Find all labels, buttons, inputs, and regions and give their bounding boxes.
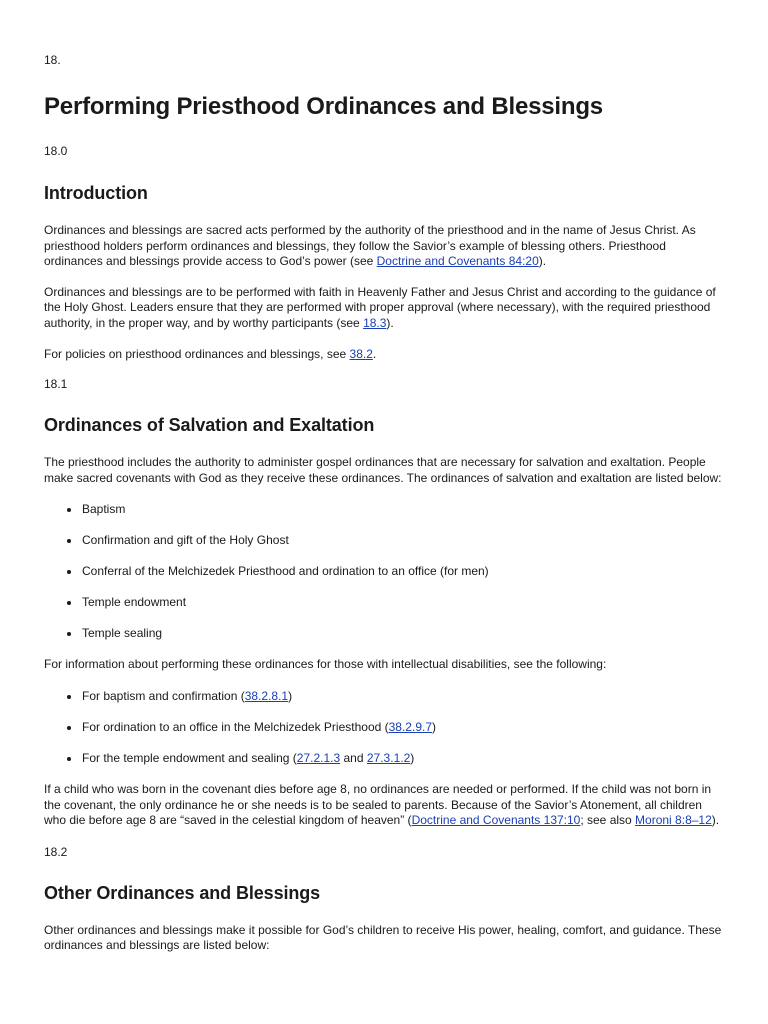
heading-ordinances-salvation: Ordinances of Salvation and Exaltation xyxy=(44,415,375,436)
link-27-3-1-2[interactable]: 27.3.1.2 xyxy=(366,750,411,765)
link-38-2-8-1[interactable]: 38.2.8.1 xyxy=(244,688,289,703)
salvation-paragraph-2: For information about performing these ordinances for those with intellectual disabilities, see the following: xyxy=(44,657,607,672)
salvation-paragraph-1: The priesthood includes the authority to administer gospel ordinances that are necessary for salvation and exaltation. People make sacred covenants with God as they receive these ordinances. The ordinances of salvation and exaltation are listed below: xyxy=(44,455,722,485)
heading-other-ordinances: Other Ordinances and Blessings xyxy=(44,882,321,903)
section-number-18-1: 18.1 xyxy=(44,377,68,392)
list-item: Temple endowment xyxy=(82,595,724,610)
intro-paragraph-1: Ordinances and blessings are sacred acts performed by the authority of the priesthood and in the name of Jesus Christ. As priesthood holders perform ordinances and blessings, they follow the Savior’s example of blessing others. Priesthood ordinances and blessings provide access to God’s power (see Doctrine and Covenants 84:20). xyxy=(44,223,696,269)
page-title: Performing Priesthood Ordinances and Blessings xyxy=(44,93,603,120)
link-27-2-1-3[interactable]: 27.2.1.3 xyxy=(296,750,341,765)
disabilities-list xyxy=(44,689,724,766)
list-item: Confirmation and gift of the Holy Ghost xyxy=(82,533,724,548)
section-number-18-0: 18.0 xyxy=(44,144,68,158)
chapter-number: 18. xyxy=(44,53,61,67)
heading-introduction: Introduction xyxy=(44,183,148,203)
intro-paragraph-3: For policies on priesthood ordinances and blessings, see 38.2. xyxy=(44,346,377,361)
list-item: Temple sealing xyxy=(82,626,724,641)
list-item: Baptism xyxy=(82,502,724,517)
list-item: For the temple endowment and sealing (27.2.1.3 and 27.3.1.2) xyxy=(82,751,724,766)
link-moroni-8-8-12[interactable]: Moroni 8:8–12 xyxy=(635,813,712,828)
other-paragraph-1: Other ordinances and blessings make it possible for God’s children to receive His power, healing, comfort, and guidance. These ordinances and blessings are listed below: xyxy=(44,922,722,953)
link-18-3[interactable]: 18.3 xyxy=(363,315,387,330)
link-dc-84-20[interactable]: Doctrine and Covenants 84:20 xyxy=(376,254,539,269)
list-item: For baptism and confirmation (38.2.8.1) xyxy=(82,689,724,704)
list-item: For ordination to an office in the Melchizedek Priesthood (38.2.9.7) xyxy=(82,720,724,735)
intro-paragraph-2: Ordinances and blessings are to be performed with faith in Heavenly Father and Jesus Christ and according to the guidance of the Holy Ghost. Leaders ensure that they are performed with proper approval (where necessary), with the required priesthood authority, in the proper way, and by worthy participants (see 18.3). xyxy=(44,284,716,330)
link-dc-137-10[interactable]: Doctrine and Covenants 137:10 xyxy=(411,813,581,828)
link-38-2-9-7[interactable]: 38.2.9.7 xyxy=(388,719,432,734)
link-38-2[interactable]: 38.2 xyxy=(349,346,373,361)
section-number-18-2: 18.2 xyxy=(44,844,68,859)
salvation-paragraph-3: If a child who was born in the covenant dies before age 8, no ordinances are needed or performed. If the child was not born in the covenant, the only ordinance he or she needs is to be sealed to parents. Because of the Savior’s Atonement, all children who die before age 8 are “saved in the celestial kingdom of heaven” (Doctrine and Covenants 137:10; see also Moroni 8:8–12). xyxy=(44,781,720,828)
list-item: Conferral of the Melchizedek Priesthood and ordination to an office (for men) xyxy=(82,564,724,579)
salvation-ordinances-list xyxy=(44,502,724,641)
